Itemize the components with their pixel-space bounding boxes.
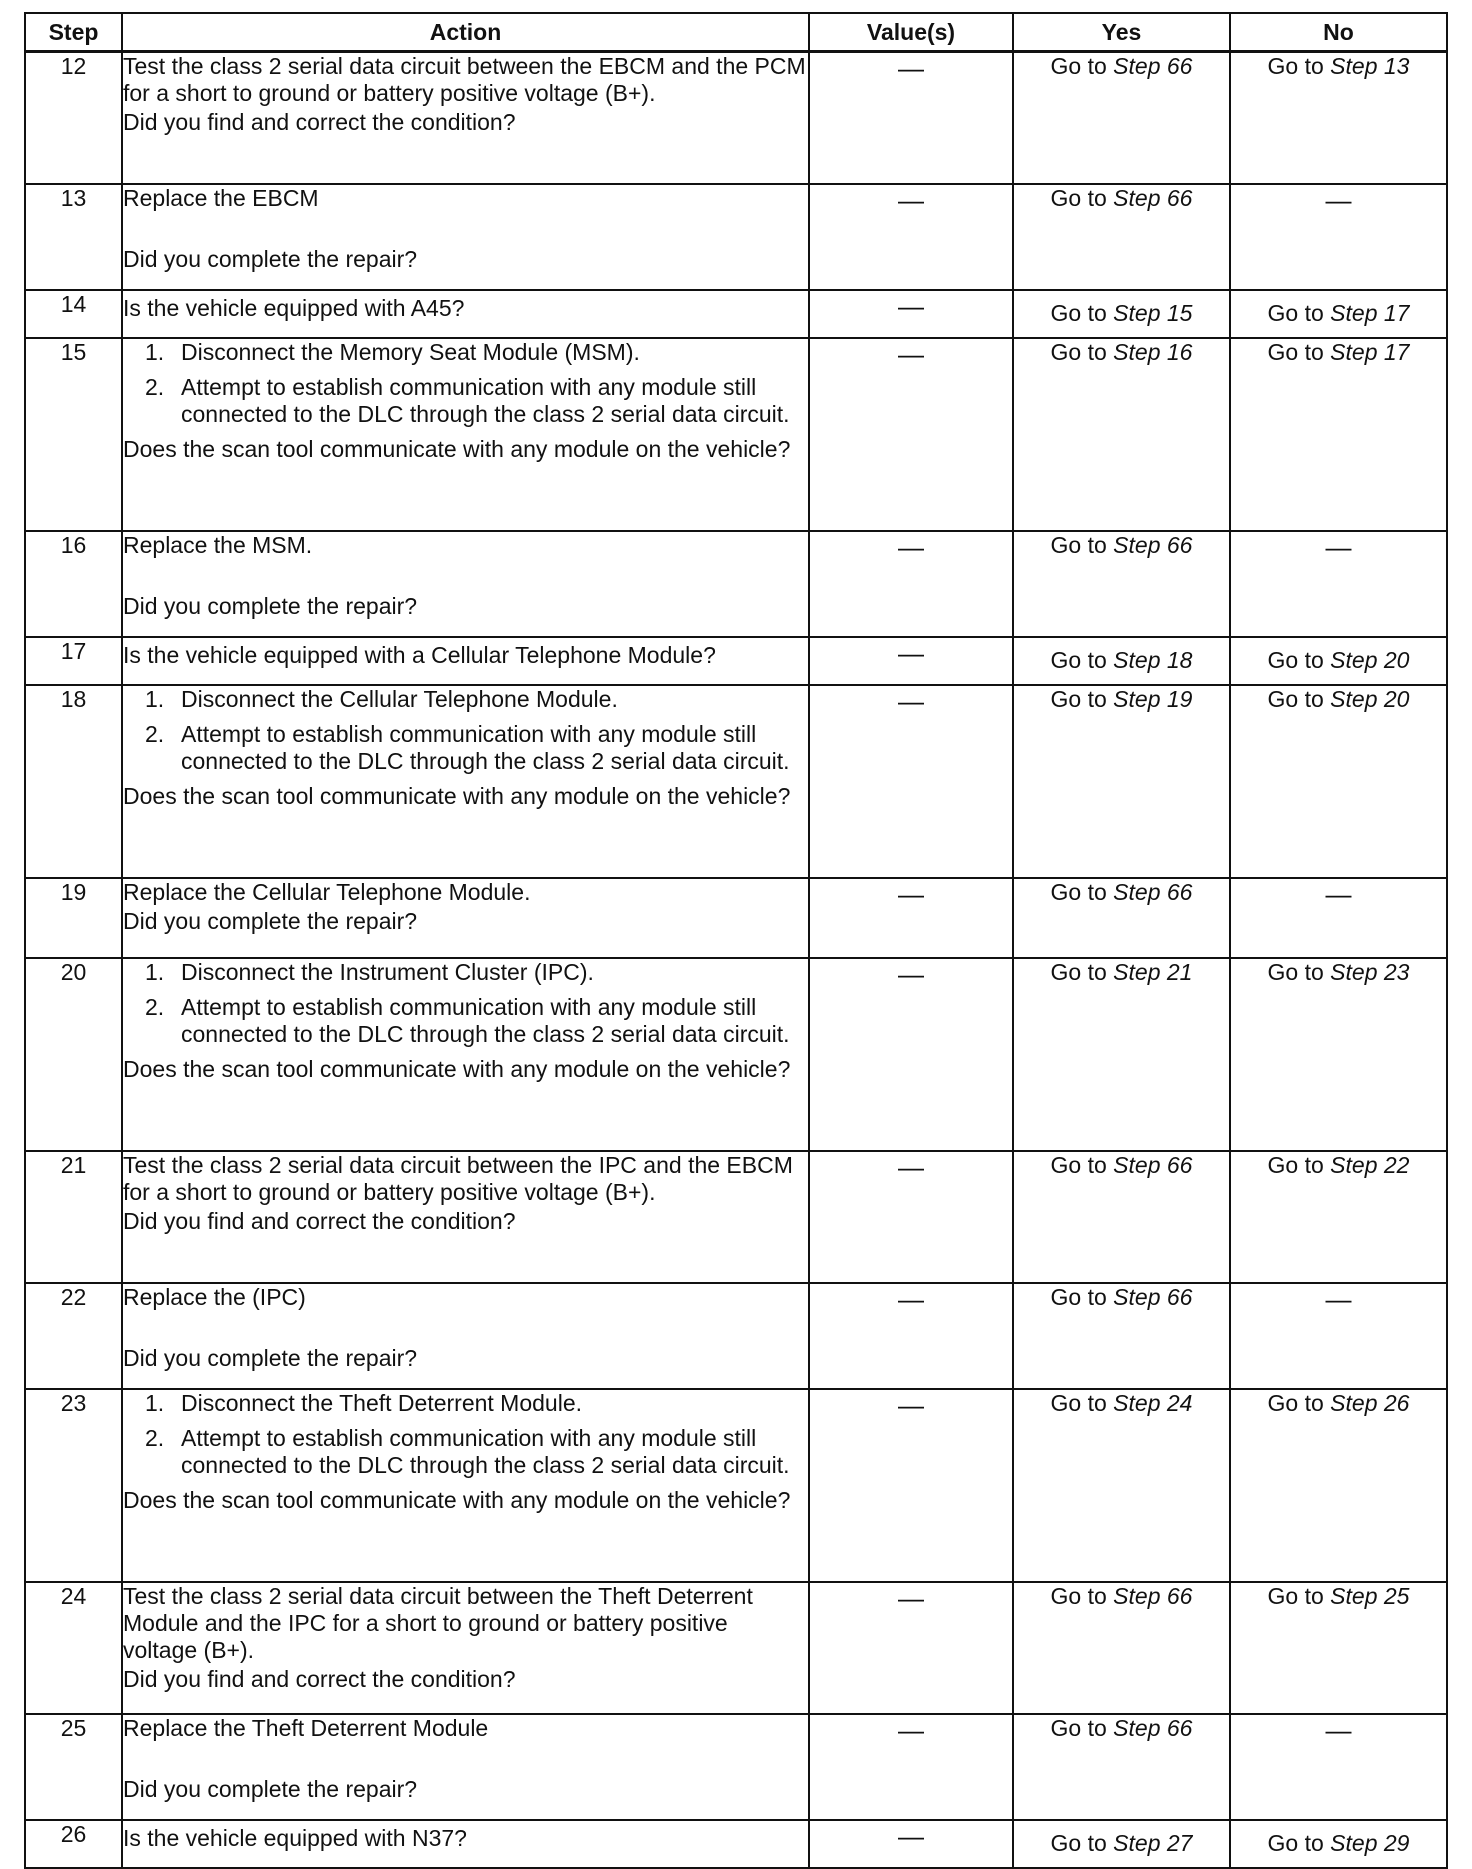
yes-cell xyxy=(1013,290,1230,338)
action-text: Is the vehicle equipped with A45? xyxy=(123,294,465,321)
header-yes: Yes xyxy=(1013,13,1230,52)
yes-step-link[interactable]: Step 21 xyxy=(1113,958,1193,985)
yes-cell xyxy=(1013,1582,1230,1714)
substep-list xyxy=(123,339,808,428)
substep-item: 1. Disconnect the Cellular Telephone Module. xyxy=(145,685,618,712)
value-cell: — xyxy=(809,1820,1013,1868)
yes-step-link[interactable]: Step 19 xyxy=(1113,685,1193,712)
action-cell xyxy=(122,637,809,685)
step-number: 12 xyxy=(25,52,122,184)
yes-prefix: Go to xyxy=(1050,685,1114,712)
substep-item: 2. Attempt to establish communication with any module still connected to the DLC through the class 2 serial data circuit. xyxy=(145,720,790,774)
action-question: Did you complete the repair? xyxy=(123,1775,418,1802)
action-text: Test the class 2 serial data circuit between the IPC and the EBCM for a short to ground or battery positive voltage (B+). xyxy=(123,1151,793,1205)
table-row xyxy=(25,1389,1447,1582)
no-cell xyxy=(1230,958,1447,1151)
no-cell: — xyxy=(1230,531,1447,637)
step-number: 24 xyxy=(25,1582,122,1714)
value-cell: — xyxy=(809,1582,1013,1714)
yes-cell xyxy=(1013,184,1230,290)
yes-step-link[interactable]: Step 66 xyxy=(1113,1151,1193,1178)
no-step-link[interactable]: Step 17 xyxy=(1330,338,1410,365)
table-row xyxy=(25,1582,1447,1714)
action-text: Test the class 2 serial data circuit between the Theft Deterrent Module and the IPC for a short to ground or battery positive voltage (B+). xyxy=(123,1582,753,1663)
action-text: Replace the Theft Deterrent Module xyxy=(123,1714,489,1741)
yes-step-link[interactable]: Step 18 xyxy=(1113,647,1193,673)
action-question: Did you complete the repair? xyxy=(123,907,418,934)
action-question: Did you find and correct the condition? xyxy=(123,109,516,135)
action-question: Does the scan tool communicate with any module on the vehicle? xyxy=(123,435,791,462)
action-text: Test the class 2 serial data circuit between the EBCM and the PCM for a short to ground or battery positive voltage (B+). xyxy=(123,53,806,106)
no-prefix: Go to xyxy=(1267,53,1331,79)
table-body xyxy=(25,52,1447,1868)
header-values: Value(s) xyxy=(809,13,1013,52)
action-question: Did you complete the repair? xyxy=(123,592,418,619)
value-cell: — xyxy=(809,290,1013,338)
no-cell xyxy=(1230,1582,1447,1714)
no-prefix: Go to xyxy=(1267,300,1331,326)
action-cell xyxy=(122,1151,809,1283)
no-cell xyxy=(1230,637,1447,685)
no-prefix: Go to xyxy=(1267,647,1331,673)
yes-prefix: Go to xyxy=(1050,647,1114,673)
action-cell xyxy=(122,184,809,290)
step-number: 17 xyxy=(25,637,122,685)
action-question: Does the scan tool communicate with any module on the vehicle? xyxy=(123,1055,791,1082)
step-number: 25 xyxy=(25,1714,122,1820)
table-row xyxy=(25,685,1447,878)
yes-cell xyxy=(1013,1389,1230,1582)
action-text: Replace the EBCM xyxy=(123,184,319,211)
no-step-link[interactable]: Step 22 xyxy=(1330,1151,1410,1178)
no-cell: — xyxy=(1230,878,1447,958)
action-cell xyxy=(122,1582,809,1714)
action-cell xyxy=(122,52,809,184)
step-number: 15 xyxy=(25,338,122,531)
yes-cell xyxy=(1013,1151,1230,1283)
value-cell: — xyxy=(809,958,1013,1151)
substep-item: 1. Disconnect the Instrument Cluster (IPC). xyxy=(145,958,594,985)
table-row xyxy=(25,52,1447,184)
yes-cell xyxy=(1013,1283,1230,1389)
value-cell: — xyxy=(809,184,1013,290)
yes-step-link[interactable]: Step 66 xyxy=(1113,1283,1193,1310)
step-number: 23 xyxy=(25,1389,122,1582)
yes-step-link[interactable]: Step 66 xyxy=(1113,878,1193,905)
yes-step-link[interactable]: Step 66 xyxy=(1113,53,1193,79)
table-row xyxy=(25,637,1447,685)
action-cell xyxy=(122,1714,809,1820)
table-row xyxy=(25,958,1447,1151)
action-cell xyxy=(122,290,809,338)
action-question: Did you complete the repair? xyxy=(123,1344,418,1371)
yes-prefix: Go to xyxy=(1050,53,1114,79)
yes-prefix: Go to xyxy=(1050,1389,1114,1416)
header-no: No xyxy=(1230,13,1447,52)
no-cell xyxy=(1230,290,1447,338)
yes-step-link[interactable]: Step 15 xyxy=(1113,300,1193,326)
action-cell xyxy=(122,338,809,531)
yes-step-link[interactable]: Step 66 xyxy=(1113,531,1193,558)
action-question: Does the scan tool communicate with any module on the vehicle? xyxy=(123,1486,791,1513)
substep-item: 2. Attempt to establish communication with any module still connected to the DLC through the class 2 serial data circuit. xyxy=(145,373,790,427)
step-number: 14 xyxy=(25,290,122,338)
action-text: Replace the Cellular Telephone Module. xyxy=(123,878,531,905)
no-step-link[interactable]: Step 20 xyxy=(1330,647,1410,673)
no-prefix: Go to xyxy=(1267,338,1331,365)
yes-prefix: Go to xyxy=(1050,300,1114,326)
action-question: Did you complete the repair? xyxy=(123,245,418,272)
value-cell: — xyxy=(809,1283,1013,1389)
no-prefix: Go to xyxy=(1267,1582,1331,1609)
no-cell: — xyxy=(1230,1283,1447,1389)
action-cell xyxy=(122,958,809,1151)
action-text: Replace the (IPC) xyxy=(123,1283,306,1310)
table-row xyxy=(25,184,1447,290)
yes-prefix: Go to xyxy=(1050,1151,1114,1178)
substep-item: 1. Disconnect the Memory Seat Module (MSM). xyxy=(145,338,640,365)
step-number: 20 xyxy=(25,958,122,1151)
value-cell: — xyxy=(809,637,1013,685)
no-step-link[interactable]: Step 23 xyxy=(1330,958,1410,985)
no-prefix: Go to xyxy=(1267,1151,1331,1178)
table-header-row xyxy=(25,13,1447,52)
yes-step-link[interactable]: Step 66 xyxy=(1113,1714,1193,1741)
action-question: Does the scan tool communicate with any module on the vehicle? xyxy=(123,782,791,809)
no-cell xyxy=(1230,338,1447,531)
no-prefix: Go to xyxy=(1267,685,1331,712)
no-step-link[interactable]: Step 17 xyxy=(1330,300,1410,326)
no-step-link[interactable]: Step 20 xyxy=(1330,685,1410,712)
yes-cell xyxy=(1013,1714,1230,1820)
no-cell xyxy=(1230,52,1447,184)
no-cell xyxy=(1230,685,1447,878)
table-row xyxy=(25,1283,1447,1389)
no-prefix: Go to xyxy=(1267,958,1331,985)
yes-prefix: Go to xyxy=(1050,878,1114,905)
no-cell xyxy=(1230,1389,1447,1582)
table-row xyxy=(25,1151,1447,1283)
substep-item: 2. Attempt to establish communication with any module still connected to the DLC through the class 2 serial data circuit. xyxy=(145,993,790,1047)
action-question: Did you find and correct the condition? xyxy=(123,1665,516,1692)
yes-cell xyxy=(1013,52,1230,184)
value-cell: — xyxy=(809,1714,1013,1820)
no-step-link[interactable]: Step 26 xyxy=(1330,1389,1410,1416)
yes-step-link[interactable]: Step 66 xyxy=(1113,1582,1193,1609)
table-row xyxy=(25,531,1447,637)
yes-step-link[interactable]: Step 24 xyxy=(1113,1389,1193,1416)
value-cell: — xyxy=(809,685,1013,878)
value-cell: — xyxy=(809,52,1013,184)
action-cell xyxy=(122,1283,809,1389)
yes-step-link[interactable]: Step 27 xyxy=(1113,1830,1193,1856)
yes-cell xyxy=(1013,958,1230,1151)
value-cell: — xyxy=(809,1389,1013,1582)
yes-cell xyxy=(1013,637,1230,685)
table-row xyxy=(25,878,1447,958)
no-prefix: Go to xyxy=(1267,1830,1331,1856)
value-cell: — xyxy=(809,531,1013,637)
action-question: Did you find and correct the condition? xyxy=(123,1207,516,1234)
yes-cell xyxy=(1013,878,1230,958)
step-number: 19 xyxy=(25,878,122,958)
yes-prefix: Go to xyxy=(1050,1283,1114,1310)
yes-prefix: Go to xyxy=(1050,1830,1114,1856)
yes-prefix: Go to xyxy=(1050,184,1114,211)
substep-list xyxy=(123,1390,808,1479)
action-cell xyxy=(122,685,809,878)
header-action: Action xyxy=(122,13,809,52)
value-cell: — xyxy=(809,1151,1013,1283)
substep-item: 1. Disconnect the Theft Deterrent Module. xyxy=(145,1389,583,1416)
step-number: 16 xyxy=(25,531,122,637)
no-cell: — xyxy=(1230,1714,1447,1820)
no-cell: — xyxy=(1230,184,1447,290)
diagnostic-table xyxy=(24,12,1448,1869)
yes-prefix: Go to xyxy=(1050,958,1114,985)
step-number: 22 xyxy=(25,1283,122,1389)
step-number: 18 xyxy=(25,685,122,878)
action-cell xyxy=(122,1389,809,1582)
no-step-link[interactable]: Step 25 xyxy=(1330,1582,1410,1609)
header-step: Step xyxy=(25,13,122,52)
diagnostic-page xyxy=(24,12,1446,1869)
yes-step-link[interactable]: Step 66 xyxy=(1113,184,1193,211)
action-text: Is the vehicle equipped with a Cellular Telephone Module? xyxy=(123,641,716,668)
table-row xyxy=(25,290,1447,338)
yes-step-link[interactable]: Step 16 xyxy=(1113,338,1193,365)
substep-list xyxy=(123,959,808,1048)
yes-cell xyxy=(1013,338,1230,531)
table-row xyxy=(25,1714,1447,1820)
action-cell xyxy=(122,878,809,958)
no-prefix: Go to xyxy=(1267,1389,1331,1416)
action-text: Is the vehicle equipped with N37? xyxy=(123,1824,467,1851)
substep-item: 2. Attempt to establish communication with any module still connected to the DLC through the class 2 serial data circuit. xyxy=(145,1424,790,1478)
yes-prefix: Go to xyxy=(1050,1582,1114,1609)
yes-cell xyxy=(1013,531,1230,637)
step-number: 26 xyxy=(25,1820,122,1868)
yes-prefix: Go to xyxy=(1050,338,1114,365)
value-cell: — xyxy=(809,338,1013,531)
no-step-link[interactable]: Step 29 xyxy=(1330,1830,1410,1856)
table-row xyxy=(25,338,1447,531)
yes-prefix: Go to xyxy=(1050,1714,1114,1741)
step-number: 13 xyxy=(25,184,122,290)
yes-cell xyxy=(1013,685,1230,878)
action-cell xyxy=(122,531,809,637)
value-cell: — xyxy=(809,878,1013,958)
substep-list xyxy=(123,686,808,775)
step-number: 21 xyxy=(25,1151,122,1283)
no-step-link[interactable]: Step 13 xyxy=(1330,53,1410,79)
yes-prefix: Go to xyxy=(1050,531,1114,558)
action-text: Replace the MSM. xyxy=(123,531,313,558)
no-cell xyxy=(1230,1151,1447,1283)
